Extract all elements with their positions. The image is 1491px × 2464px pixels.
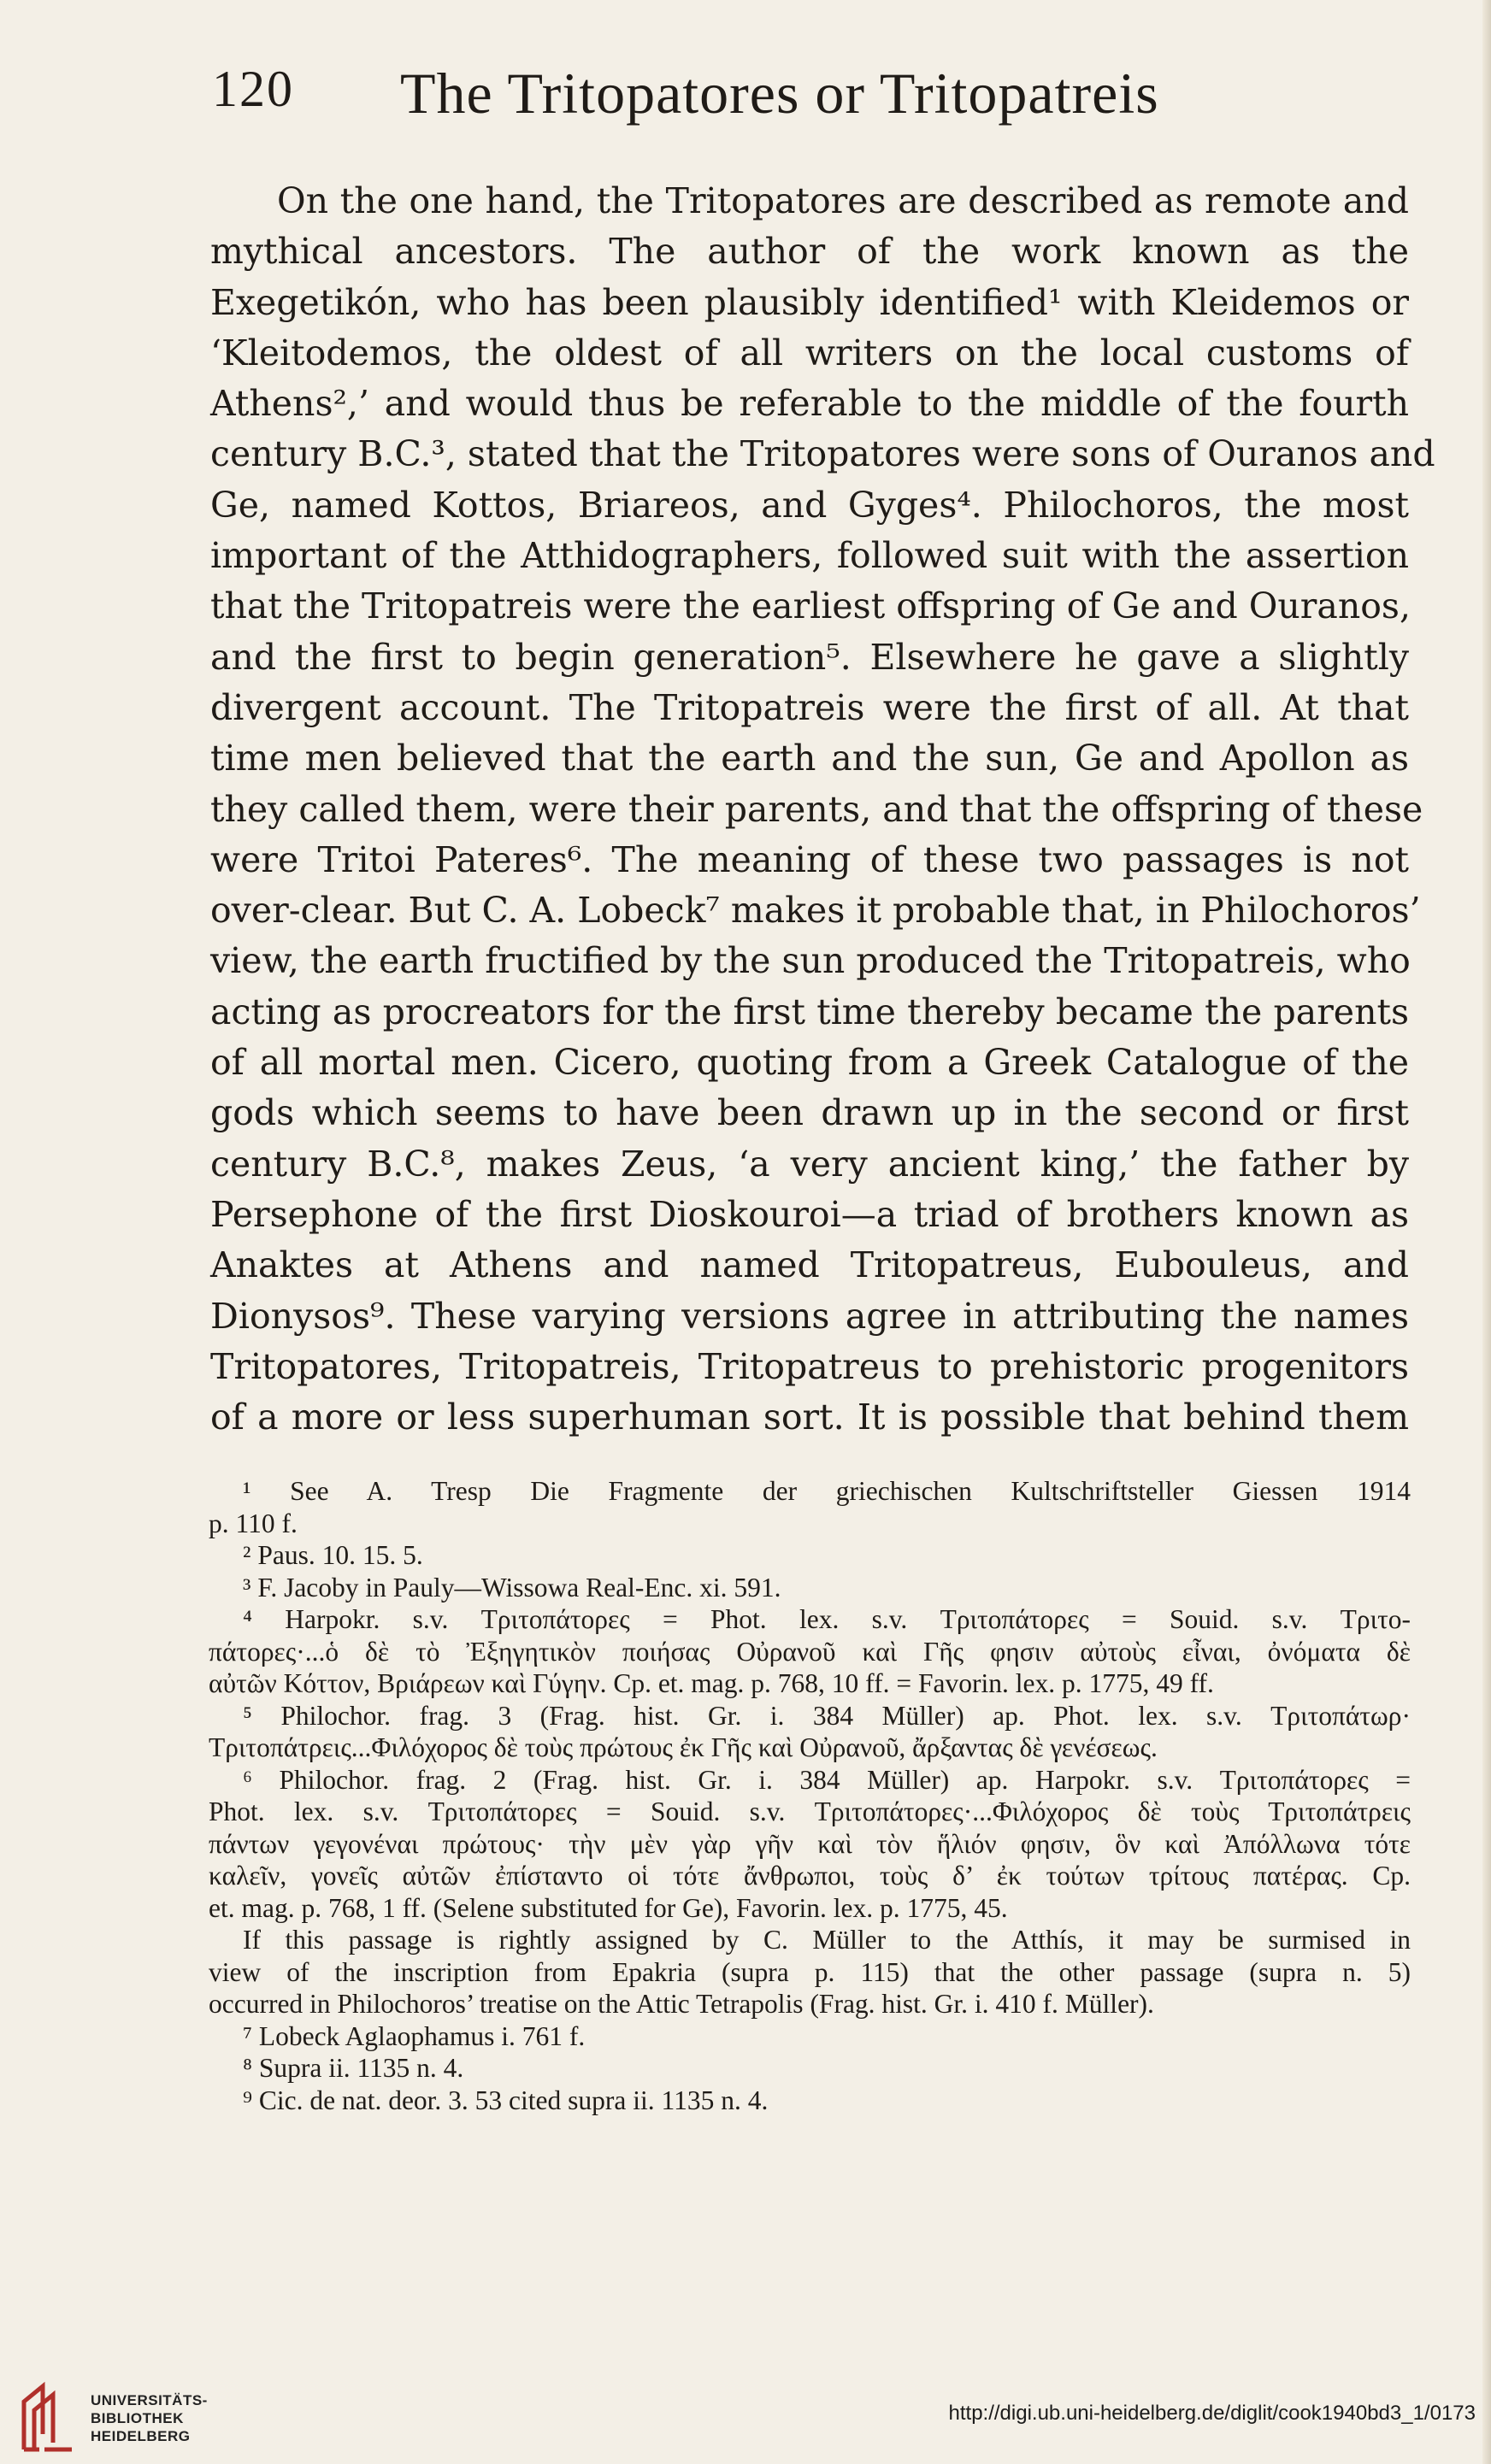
body-line: of all mortal men. Cicero, quoting from a Greek Catalogue of the	[210, 1042, 1409, 1084]
footnote-line: ⁸ Supra ii. 1135 n. 4.	[243, 2053, 464, 2083]
footnote	[209, 1475, 1411, 1539]
footnote-line: Τριτοπάτρεις...Φιλόχορος δὲ τοὺς πρώτους ἐκ Γῆς καὶ Οὐρανοῦ, ἄρξαντας δὲ γενέσεως.	[209, 1732, 1158, 1762]
page-number: 120	[212, 61, 294, 117]
running-title: The Tritopatores or Tritopatreis	[400, 61, 1159, 126]
footnotes	[209, 1475, 1411, 2116]
footnote	[209, 1924, 1411, 2020]
body-line: they called them, were their parents, and that the offspring of these	[210, 788, 1423, 830]
footnote-line: et. mag. p. 768, 1 ff. (Selene substituted for Ge), Favorin. lex. p. 1775, 45.	[209, 1892, 1008, 1923]
source-url-link[interactable]: http://digi.ub.uni-heidelberg.de/diglit/cook1940bd3_1/0173	[948, 2402, 1476, 2425]
body-line: Persephone of the first Dioskouroi—a triad of brothers known as	[210, 1193, 1409, 1235]
body-line: that the Tritopatreis were the earliest offspring of Ge and Ouranos,	[210, 585, 1411, 627]
footnote-line: Phot. lex. s.v. Τριτοπάτορες = Souid. s.v. Τριτοπάτορες·...Φιλόχορος δὲ τοὺς Τριτοπάτρεις	[209, 1797, 1411, 1826]
body-line: divergent account. The Tritopatreis were the first of all. At that	[210, 686, 1409, 728]
footnote	[209, 1539, 1411, 1572]
body-line: over-clear. But C. A. Lobeck⁷ makes it probable that, in Philochoros’	[210, 890, 1421, 932]
logo-line: HEIDELBERG	[91, 2428, 191, 2444]
footnote-line: ⁵ Philochor. frag. 3 (Frag. hist. Gr. i. 384 Müller) ap. Phot. lex. s.v. Τριτοπάτωρ·	[243, 1700, 1411, 1731]
body-line: gods which seems to have been drawn up in the second or first	[210, 1092, 1409, 1134]
running-head	[212, 60, 1409, 137]
footnote-line: ⁴ Harpokr. s.v. Τριτοπάτορες = Phot. lex. s.v. Τριτοπάτορες = Souid. s.v. Τριτο-	[243, 1604, 1411, 1634]
footnote-line: πάτορες·...ὁ δὲ τὸ Ἐξηγητικὸν ποιήσας Οὐρανοῦ καὶ Γῆς φησιν αὐτοὺς εἶναι, ὀνόματα δὲ	[209, 1636, 1411, 1667]
body-text	[210, 176, 1435, 1443]
body-line: Tritopatores, Tritopatreis, Tritopatreus to prehistoric progenitors	[210, 1345, 1409, 1387]
library-logo-text	[91, 2391, 208, 2445]
footnote	[209, 1603, 1411, 1700]
body-line: Dionysos⁹. These varying versions agree in attributing the names	[210, 1295, 1409, 1337]
footnote-line: ⁶ Philochor. frag. 2 (Frag. hist. Gr. i. 384 Müller) ap. Harpokr. s.v. Τριτοπάτορες =	[243, 1764, 1411, 1795]
footnote-line: ² Paus. 10. 15. 5.	[243, 1540, 423, 1570]
body-line: time men believed that the earth and the sun, Ge and Apollon as	[210, 738, 1409, 779]
footnote-line: πάντων γεγονέναι πρώτους· τὴν μὲν γὰρ γῆν καὶ τὸν ἥλιόν φησιν, ὃν καὶ Ἀπόλλωνα τότε	[209, 1828, 1411, 1859]
body-line: Athens²,’ and would thus be referable to the middle of the fourth	[210, 383, 1409, 425]
page-footer	[0, 2376, 1491, 2464]
body-line: century B.C.³, stated that the Tritopatores were sons of Ouranos and	[210, 433, 1435, 475]
footnote-line: p. 110 f.	[209, 1508, 298, 1538]
body-line: acting as procreators for the first time thereby became the parents	[210, 991, 1409, 1032]
body-line: Ge, named Kottos, Briareos, and Gyges⁴. Philochoros, the most	[210, 484, 1409, 526]
footnote-line: ⁹ Cic. de nat. deor. 3. 53 cited supra ii. 1135 n. 4.	[243, 2085, 769, 2115]
page-edge	[1482, 0, 1491, 2464]
footnote-line: ⁷ Lobeck Aglaophamus i. 761 f.	[243, 2020, 586, 2051]
logo-line: BIBLIOTHEK	[91, 2410, 184, 2426]
body-line: and the first to begin generation⁵. Elsewhere he gave a slightly	[210, 636, 1409, 678]
footnote-line: αὐτῶν Κόττον, Βριάρεων καὶ Γύγην. Cp. et. mag. p. 768, 10 ff. = Favorin. lex. p. 1775, 49 ff.	[209, 1668, 1214, 1698]
footnote	[209, 2020, 1411, 2053]
footnote-line: If this passage is rightly assigned by C. Müller to the Atthís, it may be surmised in	[243, 1925, 1411, 1955]
body-line: were Tritoi Pateres⁶. The meaning of these two passages is not	[210, 838, 1409, 880]
body-line: century B.C.⁸, makes Zeus, ‘a very ancient king,’ the father by	[210, 1143, 1409, 1185]
logo-line: UNIVERSITÄTS-	[91, 2392, 208, 2408]
body-line: Anaktes at Athens and named Tritopatreus, Eubouleus, and	[210, 1244, 1409, 1286]
footnote	[209, 1572, 1411, 1604]
footnote	[209, 1764, 1411, 1925]
footnote-line: ³ F. Jacoby in Pauly—Wissowa Real-Enc. xi. 591.	[243, 1572, 781, 1602]
body-line: On the one hand, the Tritopatores are described as remote and	[277, 180, 1409, 221]
footnote	[209, 2085, 1411, 2117]
footnote	[209, 1700, 1411, 1764]
library-logo-icon	[17, 2381, 79, 2455]
footnote-line: καλεῖν, γονεῖς αὐτῶν ἐπίσταντο οἱ τότε ἄνθρωποι, τοὺς δ’ ἐκ τούτων τρίτους πατέρας. Cp.	[209, 1861, 1411, 1891]
library-logo[interactable]	[17, 2376, 214, 2461]
body-line: of a more or less superhuman sort. It is possible that behind them	[210, 1397, 1409, 1438]
footnote-line: occurred in Philochoros’ treatise on the Attic Tetrapolis (Frag. hist. Gr. i. 410 f. Müller).	[209, 1989, 1154, 2019]
body-line: view, the earth fructified by the sun produced the Tritopatreis, who	[210, 940, 1411, 982]
body-line: ‘Kleitodemos, the oldest of all writers on the local customs of	[210, 332, 1409, 373]
footnote-line: view of the inscription from Epakria (supra p. 115) that the other passage (supra n. 5)	[209, 1956, 1411, 1987]
footnote-line: ¹ See A. Tresp Die Fragmente der griechischen Kultschriftsteller Giessen 1914	[243, 1476, 1411, 1506]
body-line: Exegetikón, who has been plausibly identified¹ with Kleidemos or	[210, 281, 1409, 323]
body-line: mythical ancestors. The author of the work known as the	[210, 231, 1409, 273]
body-line: important of the Atthidographers, followed suit with the assertion	[210, 535, 1409, 577]
footnote	[209, 2052, 1411, 2085]
